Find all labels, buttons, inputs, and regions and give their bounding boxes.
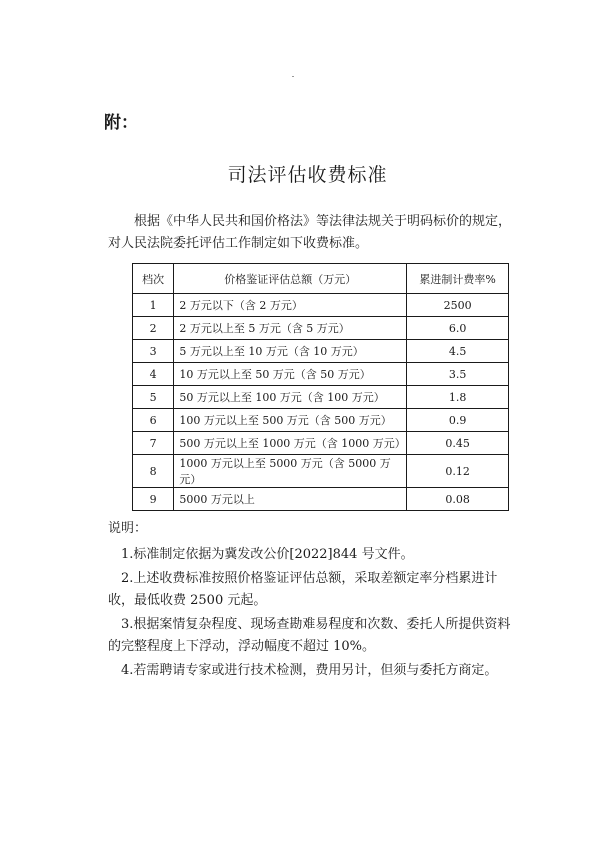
- table-row: [133, 317, 509, 340]
- table-row: [133, 432, 509, 455]
- notes-section: [108, 518, 518, 682]
- rate-cell: 2500: [407, 294, 509, 317]
- note-item: 3.根据案情复杂程度、现场查勘难易程度和次数、委托人所提供资料的完整程度上下浮动，浮动幅度不超过 10%。: [108, 617, 511, 654]
- tier-cell: 5: [133, 386, 174, 409]
- header-rate: 累进制计费率%: [407, 264, 509, 294]
- rate-cell: 4.5: [407, 340, 509, 363]
- header-tier: 档次: [133, 264, 174, 294]
- table-row: [133, 409, 509, 432]
- table-row: [133, 386, 509, 409]
- tier-cell: 8: [133, 455, 174, 488]
- table-row: [133, 488, 509, 511]
- table-row: [133, 294, 509, 317]
- tier-cell: 4: [133, 363, 174, 386]
- header-range: 价格鉴证评估总额（万元）: [174, 264, 407, 294]
- range-cell: 5 万元以上至 10 万元（含 10 万元）: [174, 340, 407, 363]
- range-cell: 2 万元以下（含 2 万元）: [174, 294, 407, 317]
- table-header-row: [133, 264, 509, 294]
- rate-cell: 1.8: [407, 386, 509, 409]
- fee-table: [132, 263, 509, 511]
- notes-label: 说明：: [108, 521, 148, 536]
- rate-cell: 3.5: [407, 363, 509, 386]
- rate-cell: 0.08: [407, 488, 509, 511]
- tier-cell: 3: [133, 340, 174, 363]
- note-item: 2.上述收费标准按照价格鉴证评估总额，采取差额定率分档累进计收，最低收费 2500 元起。: [108, 571, 498, 608]
- rate-cell: 0.12: [407, 455, 509, 488]
- tier-cell: 1: [133, 294, 174, 317]
- rate-cell: 6.0: [407, 317, 509, 340]
- rate-cell: 0.9: [407, 409, 509, 432]
- table-row: [133, 340, 509, 363]
- range-cell: 5000 万元以上: [174, 488, 407, 511]
- range-cell: 100 万元以上至 500 万元（含 500 万元）: [174, 409, 407, 432]
- rate-cell: 0.45: [407, 432, 509, 455]
- table-row: [133, 363, 509, 386]
- table-row: [133, 455, 509, 488]
- range-cell: 10 万元以上至 50 万元（含 50 万元）: [174, 363, 407, 386]
- range-cell: 1000 万元以上至 5000 万元（含 5000 万元）: [174, 455, 407, 488]
- range-cell: 2 万元以上至 5 万元（含 5 万元）: [174, 317, 407, 340]
- tier-cell: 6: [133, 409, 174, 432]
- page-title: 司法评估收费标准: [227, 164, 388, 186]
- tier-cell: 9: [133, 488, 174, 511]
- note-item: 1.标准制定依据为冀发改公价[2022]844 号文件。: [121, 547, 414, 562]
- note-item: 4.若需聘请专家或进行技术检测，费用另计，但须与委托方商定。: [121, 663, 498, 678]
- tier-cell: 2: [133, 317, 174, 340]
- range-cell: 50 万元以上至 100 万元（含 100 万元）: [174, 386, 407, 409]
- range-cell: 500 万元以上至 1000 万元（含 1000 万元）: [174, 432, 407, 455]
- scan-speck: [292, 76, 294, 77]
- intro-paragraph: 根据《中华人民共和国价格法》等法律法规关于明码标价的规定，对人民法院委托评估工作制定如下收费标准。: [108, 214, 512, 251]
- tier-cell: 7: [133, 432, 174, 455]
- attachment-label: 附：: [104, 113, 138, 133]
